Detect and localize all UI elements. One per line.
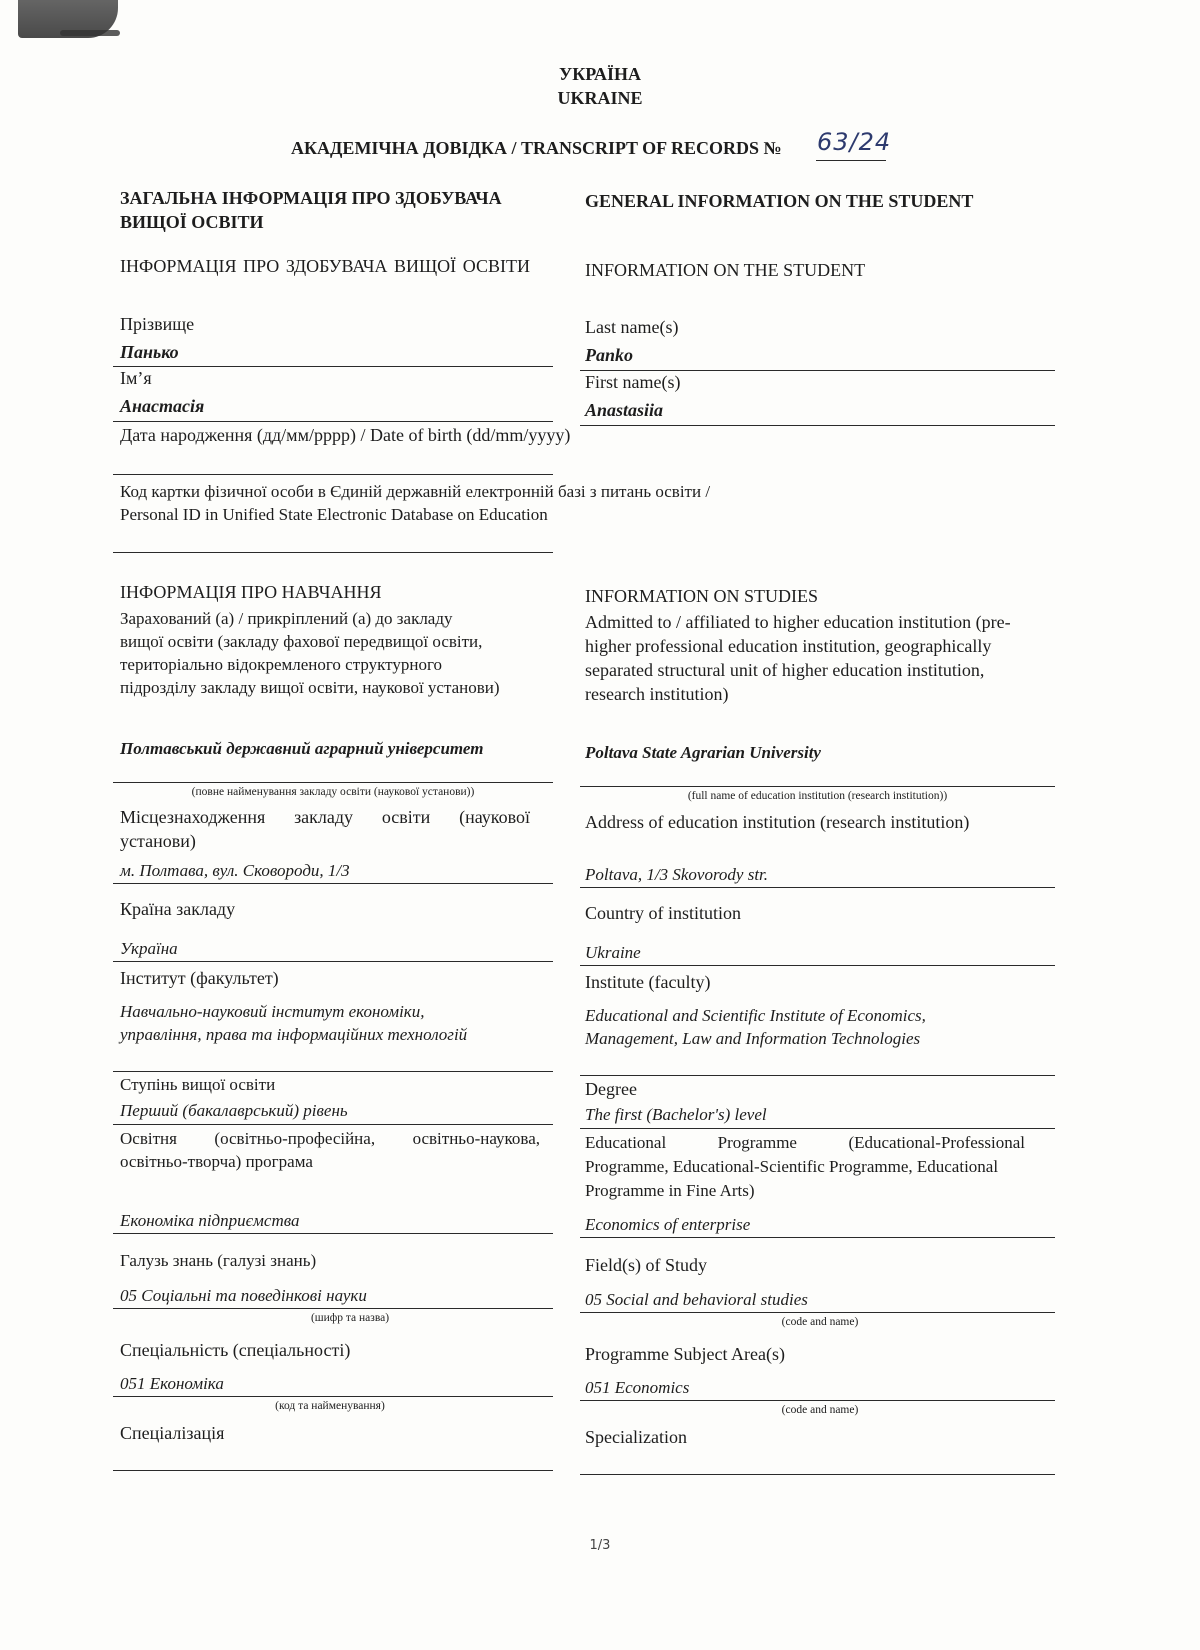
- general-heading-en: GENERAL INFORMATION ON THE STUDENT: [585, 191, 974, 211]
- country-label-en: Country of institution: [585, 903, 742, 923]
- specialty-label-en: Programme Subject Area(s): [585, 1344, 785, 1364]
- institution-line-en: [580, 786, 1055, 787]
- first-name-line-ua: [113, 421, 553, 422]
- degree-label-en: Degree: [585, 1079, 637, 1099]
- institution-line-ua: [113, 782, 553, 783]
- faculty-line-ua: [113, 1071, 553, 1072]
- first-name-en: Anastasiia: [585, 400, 664, 420]
- field-caption-ua: (шифр та назва): [310, 1312, 390, 1324]
- page-number: 1/3: [589, 1538, 611, 1553]
- last-name-ua: Панько: [120, 342, 179, 362]
- specialty-label-ua: Спеціальність (спеціальності): [120, 1340, 351, 1360]
- institution-caption-en: (full name of education institution (research institution)): [687, 790, 948, 802]
- country-en: Ukraine: [585, 943, 641, 962]
- personal-id-label-ua: Код картки фізичної особи в Єдиній державній електронній базі з питань освіти /: [120, 482, 711, 501]
- specialty-caption-en: (code and name): [781, 1404, 859, 1416]
- specialty-line-en: [580, 1400, 1055, 1401]
- first-name-label-ua: Ім’я: [120, 368, 152, 388]
- student-heading-en: INFORMATION ON THE STUDENT: [585, 260, 866, 280]
- dob-line: [113, 474, 553, 475]
- address-line-en: [580, 887, 1055, 888]
- field-en: 05 Social and behavioral studies: [585, 1290, 808, 1309]
- country-line-en: [580, 965, 1055, 966]
- programme-label-en-line2: Programme, Educational-Scientific Programme, Educational: [585, 1157, 999, 1176]
- degree-label-ua: Ступінь вищої освіти: [120, 1075, 276, 1094]
- last-name-en: Panko: [585, 345, 634, 365]
- studies-heading-en: INFORMATION ON STUDIES: [585, 586, 819, 606]
- country-label-ua: Країна закладу: [120, 899, 236, 919]
- country-ua: УКРАЇНА: [559, 64, 641, 84]
- degree-en: The first (Bachelor's) level: [585, 1105, 767, 1124]
- scan-artifact-line: [60, 30, 120, 36]
- record-number-line: [816, 160, 886, 161]
- student-heading-ua: ІНФОРМАЦІЯ ПРО ЗДОБУВАЧА ВИЩОЇ ОСВІТИ: [120, 256, 530, 276]
- specialty-line-ua: [113, 1396, 553, 1397]
- address-label-ua-line1: Місцезнаходження закладу освіти (наукової: [120, 807, 530, 827]
- last-name-label-ua: Прізвище: [120, 314, 195, 334]
- specialization-label-en: Specialization: [585, 1427, 687, 1447]
- specialty-ua: 051 Економіка: [120, 1374, 224, 1393]
- programme-label-en-line1: Educational Programme (Educational-Professional: [585, 1133, 1025, 1152]
- specialization-label-ua: Спеціалізація: [120, 1423, 225, 1443]
- general-heading-ua: ЗАГАЛЬНА ІНФОРМАЦІЯ ПРО ЗДОБУВАЧА ВИЩОЇ ОСВІТИ: [120, 188, 502, 232]
- country-line-ua: [113, 961, 553, 962]
- personal-id-line: [113, 552, 553, 553]
- specialization-line-en: [580, 1474, 1055, 1475]
- specialty-caption-ua: (код та найменування): [275, 1400, 385, 1412]
- field-line-en: [580, 1312, 1055, 1313]
- country-ua: Україна: [120, 939, 178, 958]
- faculty-line-en: [580, 1075, 1055, 1076]
- address-line-ua: [113, 883, 553, 884]
- faculty-en: Educational and Scientific Institute of Economics, Management, Law and Information Technologies: [585, 1006, 926, 1048]
- programme-ua: Економіка підприємства: [120, 1211, 300, 1230]
- institution-name-en: Poltava State Agrarian University: [585, 743, 821, 762]
- programme-label-ua-line2: освітньо-творча) програма: [120, 1152, 313, 1171]
- degree-line-ua: [113, 1124, 553, 1125]
- last-name-label-en: Last name(s): [585, 317, 679, 337]
- last-name-line-ua: [113, 366, 553, 367]
- address-ua: м. Полтава, вул. Сковороди, 1/3: [120, 861, 350, 880]
- degree-ua: Перший (бакалаврський) рівень: [120, 1101, 348, 1120]
- specialization-line-ua: [113, 1470, 553, 1471]
- field-label-en: Field(s) of Study: [585, 1255, 708, 1275]
- record-number: 63/24: [817, 128, 892, 156]
- personal-id-label-en: Personal ID in Unified State Electronic Database on Education: [120, 505, 548, 524]
- first-name-ua: Анастасія: [120, 396, 205, 416]
- faculty-label-ua: Інститут (факультет): [120, 968, 279, 988]
- programme-en: Economics of enterprise: [585, 1215, 751, 1234]
- field-caption-en: (code and name): [781, 1316, 859, 1328]
- country-en: UKRAINE: [557, 88, 643, 108]
- address-label-en: Address of education institution (research institution): [585, 812, 970, 832]
- field-ua: 05 Соціальні та поведінкові науки: [120, 1286, 367, 1305]
- document-title: АКАДЕМІЧНА ДОВІДКА / TRANSCRIPT OF RECORDS №: [291, 138, 782, 158]
- programme-line-en: [580, 1237, 1055, 1238]
- dob-label: Дата народження (дд/мм/рррр) / Date of birth (dd/mm/yyyy): [120, 425, 571, 445]
- admitted-text-ua: Зарахований (а) / прикріплений (а) до закладу вищої освіти (закладу фахової передвищої освіти, територіально відокремленого структурного підрозділу закладу вищої освіти, наукової установи): [120, 609, 500, 697]
- specialty-en: 051 Economics: [585, 1378, 690, 1397]
- faculty-label-en: Institute (faculty): [585, 972, 711, 992]
- programme-line-ua: [113, 1233, 553, 1234]
- address-en: Poltava, 1/3 Skovorody str.: [585, 865, 769, 884]
- institution-name-ua: Полтавський державний аграрний університет: [120, 739, 484, 758]
- programme-label-ua-line1: Освітня (освітньо-професійна, освітньо-наукова,: [120, 1129, 540, 1148]
- institution-caption-ua: (повне найменування закладу освіти (наукової установи)): [191, 786, 475, 798]
- studies-heading-ua: ІНФОРМАЦІЯ ПРО НАВЧАННЯ: [120, 582, 382, 602]
- first-name-label-en: First name(s): [585, 372, 681, 392]
- faculty-ua: Навчально-науковий інститут економіки, управління, права та інформаційних технологій: [120, 1002, 468, 1044]
- admitted-text-en: Admitted to / affiliated to higher education institution (pre- higher professional education institution, geographically separated structural unit of higher education institution, research institution): [585, 612, 1011, 704]
- address-label-ua-line2: установи): [120, 831, 196, 851]
- degree-line-en: [580, 1128, 1055, 1129]
- field-label-ua: Галузь знань (галузі знань): [120, 1251, 317, 1270]
- field-line-ua: [113, 1308, 553, 1309]
- first-name-line-en: [580, 425, 1055, 426]
- programme-label-en-line3: Programme in Fine Arts): [585, 1181, 755, 1200]
